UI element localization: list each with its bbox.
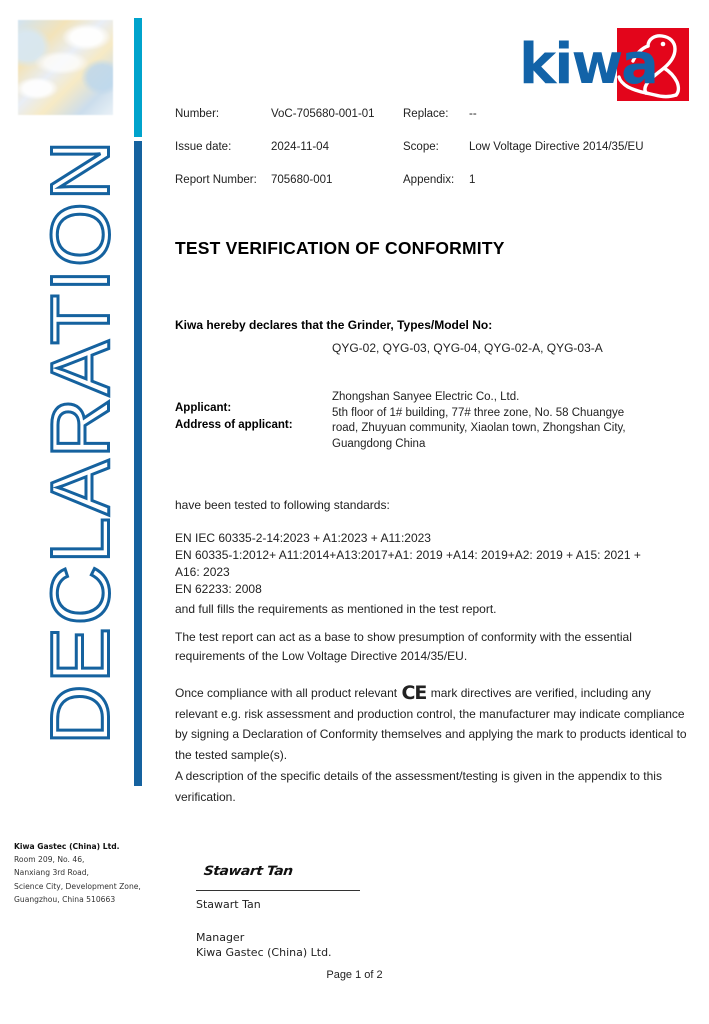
signatory-name: Stawart Tan (196, 898, 261, 911)
fulfilment-block (175, 600, 695, 666)
applicant-label: Applicant: (175, 402, 232, 414)
standards-block (175, 498, 695, 598)
fulfilment-line1: and full fills the requirements as mentioned in the test report. (175, 602, 497, 616)
footer-address-line4: Guangzhou, China 510663 (14, 894, 116, 904)
footer-company-name: Kiwa Gastec (China) Ltd. (14, 842, 120, 851)
standard-item: EN 60335-1:2012+ A11:2014+A13:2017+A1: 2019 +A14: 2019+A2: 2019 + A15: 2021 + (175, 548, 641, 562)
kiwa-logo (519, 28, 689, 101)
meta-label-number: Number: (175, 108, 220, 120)
ce-mark-paragraph (175, 683, 695, 765)
footer-address-line2: Nanxiang 3rd Road, (14, 868, 89, 878)
applicant-address-line3: Guangdong China (332, 437, 426, 450)
footer-address-line3: Science City, Development Zone, (14, 881, 141, 891)
signatory-role-block (196, 930, 516, 960)
metadata-row (175, 107, 695, 121)
applicant-name: Zhongshan Sanyee Electric Co., Ltd. (332, 391, 520, 403)
meta-label-report-number: Report Number: (175, 174, 257, 186)
meta-value-issue-date: 2024-11-04 (271, 141, 329, 153)
standard-item: A16: 2023 (175, 565, 230, 579)
signatory-role: Manager (196, 931, 245, 944)
meta-label-issue-date: Issue date: (175, 141, 232, 153)
metadata-grid (175, 107, 695, 206)
standards-intro: have been tested to following standards: (175, 498, 390, 512)
meta-value-scope: Low Voltage Directive 2014/35/EU (469, 141, 644, 153)
applicant-address-label: Address of applicant: (175, 419, 293, 431)
applicant-address-line1: 5th floor of 1# building, 77# three zone, No. 58 Chuangye (332, 406, 625, 419)
standard-item: EN IEC 60335-2-14:2023 + A1:2023 + A11:2023 (175, 531, 431, 545)
ce-paragraph-before: Once compliance with all product relevant (175, 686, 401, 700)
declaration-statement: Kiwa hereby declares that the Grinder, Types/Model No: (175, 318, 493, 332)
signature-rule (196, 890, 360, 891)
page-number: Page 1 of 2 (326, 969, 383, 981)
meta-label-scope: Scope: (403, 141, 439, 153)
meta-value-number: VoC-705680-001-01 (271, 108, 375, 120)
model-numbers: QYG-02, QYG-03, QYG-04, QYG-02-A, QYG-03-A (332, 341, 603, 355)
vertical-accent-bar-cyan (134, 18, 142, 137)
fulfilment-line2: The test report can act as a base to show presumption of conformity with the essential (175, 630, 632, 644)
ce-paragraph-after: mark directives are verified, including any relevant e.g. risk assessment and production control, the manufacturer may indicate compliance by signing a Declaration of Conformity themselves and applying the mark to products identical to the tested sample(s). (175, 686, 687, 762)
footer-address-block (14, 840, 169, 906)
meta-label-appendix: Appendix: (403, 174, 455, 186)
footer-address-line1: Room 209, No. 46, (14, 855, 85, 865)
applicant-labels (175, 400, 293, 434)
meta-value-replace: -- (469, 108, 477, 120)
standard-item: EN 62233: 2008 (175, 582, 262, 596)
applicant-values (332, 390, 697, 452)
applicant-address-line2: road, Zhuyuan community, Xiaolan town, Zhongshan City, (332, 422, 626, 434)
page-title: TEST VERIFICATION OF CONFORMITY (175, 238, 505, 258)
meta-label-replace: Replace: (403, 108, 449, 120)
declaration-watermark: DECLARATION (33, 138, 127, 745)
appendix-paragraph: A description of the specific details of the assessment/testing is given in the appendix to this verification. (175, 769, 662, 804)
metadata-row (175, 140, 695, 154)
meta-value-report-number: 705680-001 (271, 174, 333, 186)
vertical-accent-bar-blue (134, 141, 142, 786)
fulfilment-line3: requirements of the Low Voltage Directive 2014/35/EU. (175, 649, 468, 663)
kiwa-wordmark: kiwa (519, 32, 657, 97)
meta-value-appendix: 1 (469, 174, 476, 186)
handwritten-signature: Stawart Tan (202, 864, 294, 879)
signature-block (196, 862, 516, 960)
metadata-row (175, 173, 695, 187)
signatory-company: Kiwa Gastec (China) Ltd. (196, 946, 332, 959)
ce-mark-icon: CE (401, 682, 427, 704)
